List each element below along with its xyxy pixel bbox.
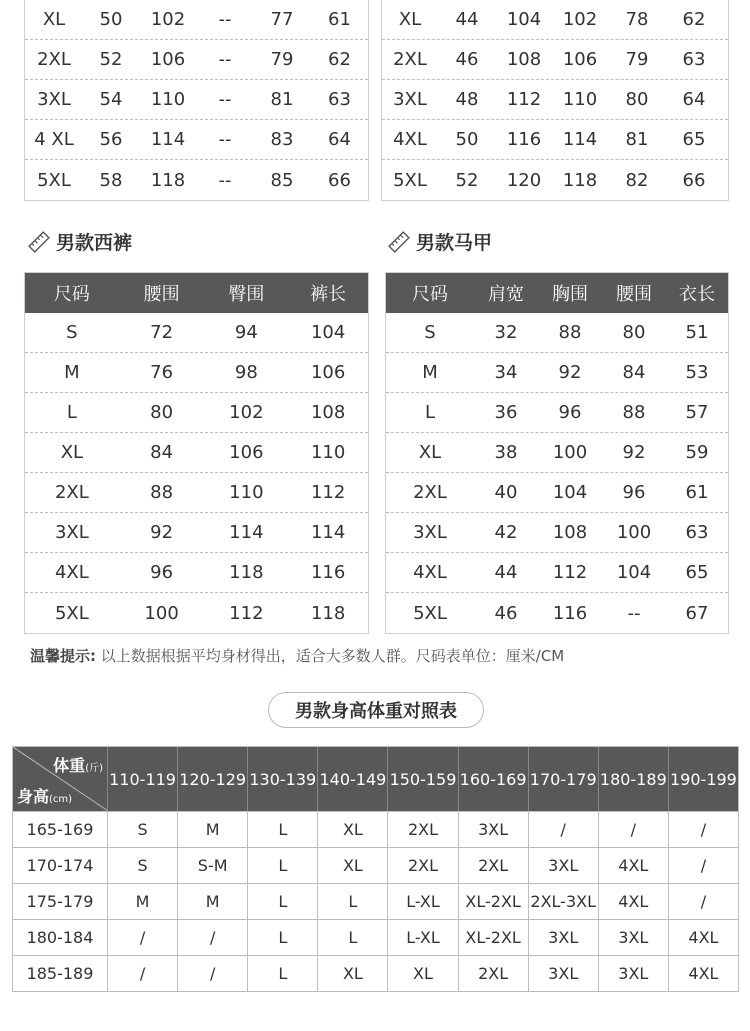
table-cell: 114 bbox=[562, 129, 598, 150]
table-cell: 54 bbox=[99, 89, 123, 110]
size-cell: S-M bbox=[178, 848, 248, 883]
table-cell: 3XL bbox=[54, 522, 89, 543]
table-cell: 46 bbox=[494, 602, 518, 624]
table-cell: 50 bbox=[99, 9, 123, 30]
table-cell: 118 bbox=[310, 602, 346, 624]
size-cell: 4XL bbox=[599, 884, 669, 919]
table-cell: 108 bbox=[506, 49, 542, 70]
table-cell: 85 bbox=[270, 169, 294, 191]
table-cell: 104 bbox=[310, 322, 346, 343]
table-row bbox=[386, 393, 728, 433]
weight-range-header: 110-119 bbox=[108, 747, 178, 811]
table-cell: 118 bbox=[562, 169, 598, 191]
height-weight-table-body bbox=[13, 811, 738, 991]
table-cell: 34 bbox=[494, 362, 518, 383]
size-cell: XL-2XL bbox=[459, 884, 529, 919]
table-cell: 81 bbox=[270, 89, 294, 110]
table-cell: 104 bbox=[506, 9, 542, 30]
table-row bbox=[25, 433, 368, 473]
table-cell: XL bbox=[42, 9, 66, 30]
header-cell: 臀围 bbox=[228, 284, 265, 305]
vest-section-title bbox=[388, 228, 492, 255]
table-row bbox=[13, 847, 738, 883]
table-row bbox=[382, 80, 728, 120]
table-cell: 112 bbox=[229, 602, 264, 624]
top-left-table-body bbox=[25, 0, 368, 200]
size-cell: 3XL bbox=[459, 812, 529, 847]
size-cell: / bbox=[529, 812, 599, 847]
pants-table-body bbox=[25, 313, 368, 633]
table-row bbox=[386, 593, 728, 633]
table-cell: 82 bbox=[625, 169, 649, 191]
weight-range-header: 170-179 bbox=[529, 747, 599, 811]
height-range-cell: 165-169 bbox=[13, 812, 108, 847]
table-cell: -- bbox=[218, 129, 232, 150]
table-cell: XL bbox=[60, 442, 84, 463]
table-cell: 59 bbox=[685, 442, 709, 463]
table-row bbox=[386, 473, 728, 513]
table-cell: XL bbox=[398, 9, 422, 30]
table-cell: 114 bbox=[150, 129, 186, 150]
table-cell: 79 bbox=[625, 49, 649, 70]
table-cell: 108 bbox=[552, 522, 588, 543]
table-cell: 38 bbox=[494, 442, 518, 463]
table-row bbox=[13, 811, 738, 847]
table-row bbox=[386, 313, 728, 353]
table-cell: -- bbox=[627, 602, 641, 624]
table-cell: 44 bbox=[455, 9, 479, 30]
table-cell: 61 bbox=[328, 9, 351, 30]
size-cell: / bbox=[178, 956, 248, 991]
size-cell: 3XL bbox=[529, 956, 599, 991]
table-cell: 66 bbox=[328, 169, 351, 191]
header-cell: 裤长 bbox=[310, 284, 347, 305]
pants-title-text: 男款西裤 bbox=[56, 232, 133, 254]
table-row bbox=[13, 955, 738, 991]
header-cell: 腰围 bbox=[143, 284, 180, 305]
size-cell: S bbox=[108, 848, 178, 883]
table-cell: L bbox=[424, 402, 436, 423]
size-cell: L bbox=[248, 848, 318, 883]
table-cell: 2XL bbox=[413, 482, 447, 503]
table-cell: 4XL bbox=[54, 562, 89, 583]
table-cell: 116 bbox=[552, 602, 588, 624]
table-row bbox=[382, 40, 728, 80]
size-cell: S bbox=[108, 812, 178, 847]
table-cell: 4 XL bbox=[34, 129, 74, 150]
table-cell: 100 bbox=[616, 522, 652, 543]
height-weight-header-row bbox=[13, 747, 738, 811]
size-cell: L bbox=[248, 884, 318, 919]
table-cell: 63 bbox=[328, 89, 351, 110]
size-cell: 4XL bbox=[688, 928, 719, 947]
ruler-icon bbox=[388, 231, 410, 253]
vest-title-text: 男款马甲 bbox=[416, 232, 493, 254]
table-cell: M bbox=[422, 362, 438, 383]
table-cell: 96 bbox=[558, 402, 582, 423]
table-row bbox=[25, 513, 368, 553]
table-row bbox=[386, 513, 728, 553]
size-cell: M bbox=[108, 884, 178, 919]
size-cell: XL bbox=[388, 956, 458, 991]
weight-range-header: 140-149 bbox=[318, 747, 388, 811]
table-cell: 80 bbox=[150, 402, 174, 423]
table-cell: 58 bbox=[99, 169, 123, 191]
tip-label: 温馨提示: bbox=[30, 647, 96, 665]
table-cell: 3XL bbox=[37, 89, 71, 110]
size-cell: / bbox=[700, 820, 707, 839]
table-cell: 104 bbox=[616, 562, 652, 583]
size-cell: XL-2XL bbox=[459, 920, 529, 955]
table-row bbox=[25, 80, 368, 120]
table-cell: 65 bbox=[682, 129, 706, 150]
table-cell: 92 bbox=[150, 522, 174, 543]
table-cell: 84 bbox=[150, 442, 174, 463]
table-cell: M bbox=[64, 362, 80, 383]
size-cell: XL bbox=[318, 812, 388, 847]
table-cell: 104 bbox=[552, 482, 588, 503]
table-row bbox=[386, 353, 728, 393]
table-row bbox=[382, 0, 728, 40]
table-cell: 65 bbox=[685, 562, 709, 583]
table-cell: 110 bbox=[229, 482, 264, 503]
size-cell: 2XL bbox=[459, 956, 529, 991]
size-cell: M bbox=[178, 884, 248, 919]
table-cell: 118 bbox=[150, 169, 186, 191]
table-cell: 62 bbox=[328, 49, 351, 70]
header-cell: 肩宽 bbox=[488, 284, 524, 305]
size-cell: L bbox=[248, 920, 318, 955]
weight-range-header: 130-139 bbox=[248, 747, 318, 811]
height-label: 身高 bbox=[17, 787, 50, 806]
table-cell: 112 bbox=[506, 89, 542, 110]
table-row bbox=[25, 120, 368, 160]
table-cell: 96 bbox=[150, 562, 174, 583]
table-cell: 61 bbox=[685, 482, 709, 503]
weight-range-header: 160-169 bbox=[459, 747, 529, 811]
table-cell: 100 bbox=[552, 442, 588, 463]
vest-size-table bbox=[385, 272, 729, 634]
weight-axis-label bbox=[53, 753, 103, 776]
top-right-size-table bbox=[381, 0, 729, 201]
table-cell: 2XL bbox=[393, 49, 427, 70]
table-cell: 52 bbox=[455, 169, 479, 191]
table-cell: 53 bbox=[685, 362, 709, 383]
table-cell: 48 bbox=[455, 89, 479, 110]
height-range-cell: 185-189 bbox=[13, 956, 108, 991]
size-cell: 3XL bbox=[529, 920, 599, 955]
weight-range-header: 190-199 bbox=[670, 769, 737, 789]
size-cell: L bbox=[318, 884, 388, 919]
table-cell: 50 bbox=[455, 129, 479, 150]
table-cell: 72 bbox=[150, 322, 174, 343]
table-row bbox=[382, 160, 728, 200]
table-cell: L bbox=[66, 402, 77, 423]
size-cell: / bbox=[700, 856, 707, 875]
table-cell: 57 bbox=[685, 402, 709, 423]
table-cell: 36 bbox=[494, 402, 518, 423]
size-cell: 3XL bbox=[599, 920, 669, 955]
pants-size-table bbox=[24, 272, 369, 634]
table-row bbox=[25, 393, 368, 433]
table-cell: 3XL bbox=[393, 89, 427, 110]
top-right-table-body bbox=[382, 0, 728, 200]
pants-section-title bbox=[28, 228, 132, 255]
table-cell: 64 bbox=[682, 89, 706, 110]
table-corner-cell bbox=[13, 747, 108, 811]
table-cell: 81 bbox=[625, 129, 649, 150]
table-cell: 100 bbox=[144, 602, 179, 624]
weight-label: 体重 bbox=[53, 756, 86, 775]
table-row bbox=[25, 40, 368, 80]
header-cell: 尺码 bbox=[412, 284, 448, 305]
table-cell: 84 bbox=[622, 362, 646, 383]
table-cell: XL bbox=[418, 442, 442, 463]
table-cell: 32 bbox=[494, 322, 518, 343]
size-cell: 4XL bbox=[688, 964, 719, 983]
table-cell: 83 bbox=[270, 129, 294, 150]
height-range-cell: 170-174 bbox=[13, 848, 108, 883]
top-left-size-table bbox=[24, 0, 369, 201]
table-row bbox=[13, 883, 738, 919]
table-cell: 106 bbox=[150, 49, 186, 70]
header-cell: 尺码 bbox=[53, 284, 90, 305]
table-row bbox=[25, 0, 368, 40]
table-cell: -- bbox=[218, 169, 232, 191]
table-cell: 44 bbox=[494, 562, 518, 583]
table-cell: 63 bbox=[685, 522, 709, 543]
height-unit: (cm) bbox=[49, 794, 73, 805]
weight-unit: (斤) bbox=[85, 763, 103, 774]
table-row bbox=[386, 553, 728, 593]
table-cell: 92 bbox=[558, 362, 582, 383]
table-cell: 102 bbox=[562, 9, 598, 30]
table-row bbox=[25, 473, 368, 513]
vest-header-row bbox=[386, 273, 728, 313]
table-cell: 118 bbox=[229, 562, 264, 583]
vest-table-body bbox=[386, 313, 728, 633]
table-row bbox=[25, 313, 368, 353]
table-row bbox=[25, 160, 368, 200]
size-cell: / bbox=[700, 892, 707, 911]
size-cell: M bbox=[178, 812, 248, 847]
size-cell: L bbox=[318, 920, 388, 955]
table-cell: 102 bbox=[229, 402, 264, 423]
table-cell: 56 bbox=[99, 129, 123, 150]
size-cell: L-XL bbox=[388, 920, 458, 955]
size-cell: 3XL bbox=[529, 848, 599, 883]
table-row bbox=[25, 593, 368, 633]
size-cell: L bbox=[248, 956, 318, 991]
size-cell: 2XL bbox=[388, 812, 458, 847]
table-cell: 88 bbox=[622, 402, 646, 423]
tip-text: 以上数据根据平均身材得出，适合大多数人群。尺码表单位：厘米/CM bbox=[100, 647, 565, 665]
weight-range-header: 180-189 bbox=[599, 747, 669, 811]
size-cell: XL bbox=[318, 956, 388, 991]
table-cell: 77 bbox=[270, 9, 294, 30]
table-cell: 110 bbox=[150, 89, 186, 110]
size-cell: L bbox=[248, 812, 318, 847]
table-cell: 112 bbox=[552, 562, 588, 583]
table-cell: -- bbox=[218, 9, 232, 30]
table-cell: 106 bbox=[562, 49, 598, 70]
table-cell: 110 bbox=[310, 442, 346, 463]
size-cell: L-XL bbox=[388, 884, 458, 919]
table-cell: 92 bbox=[622, 442, 646, 463]
weight-range-header: 120-129 bbox=[178, 747, 248, 811]
table-cell: 52 bbox=[99, 49, 123, 70]
height-weight-title: 男款身高体重对照表 bbox=[268, 692, 484, 728]
size-cell: 4XL bbox=[599, 848, 669, 883]
table-cell: -- bbox=[218, 49, 232, 70]
table-cell: 114 bbox=[310, 522, 346, 543]
table-cell: 112 bbox=[310, 482, 346, 503]
table-cell: 46 bbox=[455, 49, 479, 70]
table-cell: 51 bbox=[685, 322, 709, 343]
table-row bbox=[382, 120, 728, 160]
table-cell: 108 bbox=[310, 402, 346, 423]
table-cell: 114 bbox=[229, 522, 264, 543]
table-cell: 78 bbox=[625, 9, 649, 30]
table-cell: 42 bbox=[494, 522, 518, 543]
size-cell: 2XL bbox=[459, 848, 529, 883]
table-row bbox=[25, 553, 368, 593]
table-cell: 2XL bbox=[37, 49, 71, 70]
table-cell: 79 bbox=[270, 49, 294, 70]
size-cell: / bbox=[108, 956, 178, 991]
table-cell: 106 bbox=[229, 442, 264, 463]
size-cell: 3XL bbox=[599, 956, 669, 991]
table-cell: 110 bbox=[562, 89, 598, 110]
weight-range-header: 150-159 bbox=[388, 747, 458, 811]
table-cell: 40 bbox=[494, 482, 518, 503]
table-cell: 116 bbox=[506, 129, 542, 150]
table-cell: 5XL bbox=[54, 602, 89, 624]
ruler-icon bbox=[28, 231, 50, 253]
size-cell: / bbox=[108, 920, 178, 955]
table-cell: 106 bbox=[310, 362, 346, 383]
table-cell: 5XL bbox=[393, 169, 427, 191]
header-cell: 衣长 bbox=[679, 284, 715, 305]
table-cell: 88 bbox=[558, 322, 582, 343]
table-cell: 67 bbox=[685, 602, 709, 624]
table-cell: 120 bbox=[506, 169, 542, 191]
size-cell: / bbox=[178, 920, 248, 955]
table-cell: 76 bbox=[150, 362, 174, 383]
table-cell: 94 bbox=[234, 322, 258, 343]
table-cell: 102 bbox=[150, 9, 186, 30]
table-cell: 4XL bbox=[393, 129, 427, 150]
table-cell: 64 bbox=[328, 129, 351, 150]
height-range-cell: 175-179 bbox=[13, 884, 108, 919]
height-range-cell: 180-184 bbox=[13, 920, 108, 955]
table-cell: 3XL bbox=[413, 522, 447, 543]
size-cell: 2XL bbox=[388, 848, 458, 883]
table-row bbox=[25, 353, 368, 393]
height-weight-table bbox=[12, 746, 739, 992]
table-cell: 63 bbox=[682, 49, 706, 70]
size-cell: XL bbox=[318, 848, 388, 883]
table-cell: 80 bbox=[625, 89, 649, 110]
size-cell: / bbox=[599, 812, 669, 847]
table-cell: S bbox=[66, 322, 78, 343]
table-cell: 98 bbox=[234, 362, 258, 383]
table-cell: 116 bbox=[310, 562, 346, 583]
table-cell: S bbox=[424, 322, 436, 343]
table-cell: 66 bbox=[682, 169, 706, 191]
size-tip bbox=[30, 645, 564, 666]
table-cell: 80 bbox=[622, 322, 646, 343]
table-cell: 5XL bbox=[413, 602, 447, 624]
table-row bbox=[386, 433, 728, 473]
height-axis-label bbox=[17, 784, 72, 807]
size-cell: 2XL-3XL bbox=[529, 884, 599, 919]
table-cell: 2XL bbox=[54, 482, 89, 503]
table-row bbox=[13, 919, 738, 955]
table-cell: -- bbox=[218, 89, 232, 110]
header-cell: 腰围 bbox=[616, 284, 652, 305]
table-cell: 5XL bbox=[37, 169, 71, 191]
table-cell: 62 bbox=[682, 9, 706, 30]
table-cell: 96 bbox=[622, 482, 646, 503]
table-cell: 4XL bbox=[413, 562, 447, 583]
table-cell: 88 bbox=[150, 482, 174, 503]
pants-header-row bbox=[25, 273, 368, 313]
header-cell: 胸围 bbox=[552, 284, 588, 305]
